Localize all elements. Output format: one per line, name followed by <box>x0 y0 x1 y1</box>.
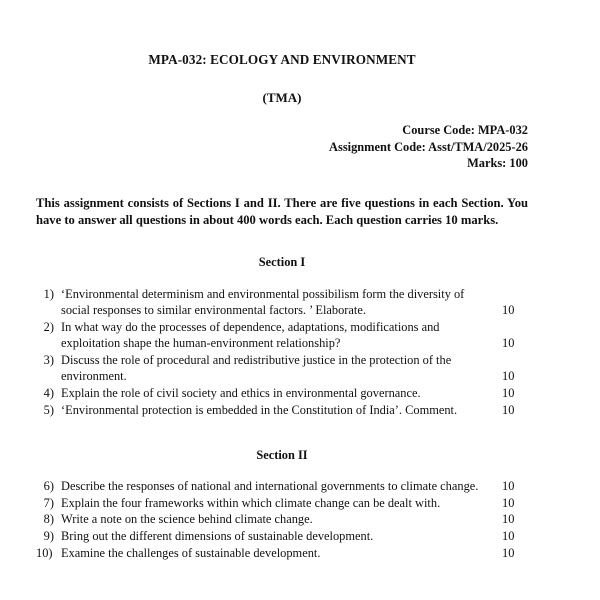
question-number: 9) <box>43 529 54 544</box>
question-number: 8) <box>43 512 54 527</box>
question-marks: 10 <box>502 386 515 401</box>
question-text: ‘Environmental determinism and environmental possibilism form the diversity of social responses to similar environmental factors. ’ Elaborate. <box>61 286 465 318</box>
question-number: 10) <box>36 545 53 560</box>
total-marks-line: Marks: 100 <box>467 156 528 170</box>
question-item <box>36 402 528 419</box>
question-item <box>36 528 528 545</box>
question-item <box>36 319 528 352</box>
question-item <box>36 385 528 402</box>
section-1-heading: Section I <box>258 254 306 269</box>
question-text: Bring out the different dimensions of sustainable development. <box>61 529 374 544</box>
question-marks: 10 <box>502 529 515 544</box>
question-item <box>36 478 528 495</box>
question-number: 3) <box>43 352 54 367</box>
question-text: Describe the responses of national and international governments to climate change. <box>61 479 479 494</box>
section-2-heading: Section II <box>256 448 308 463</box>
question-marks: 10 <box>502 336 515 351</box>
assignment-code-line: Assignment Code: Asst/TMA/2025-26 <box>329 139 528 154</box>
question-marks: 10 <box>502 545 515 560</box>
section-1-question-list <box>36 286 528 419</box>
question-number: 7) <box>43 495 54 510</box>
question-item <box>36 286 528 319</box>
question-text: Explain the role of civil society and ethics in environmental governance. <box>61 386 421 401</box>
question-number: 6) <box>43 479 54 494</box>
question-number: 4) <box>43 386 54 401</box>
question-text: In what way do the processes of dependence, adaptations, modifications and exploitation shape the human-environment relationship? <box>61 319 440 351</box>
question-item <box>36 495 528 512</box>
assignment-type-subtitle: (TMA) <box>262 90 302 105</box>
question-number: 1) <box>43 286 54 301</box>
question-text: ‘Environmental protection is embedded in the Constitution of India’. Comment. <box>61 402 458 417</box>
question-number: 5) <box>43 402 54 417</box>
question-item <box>36 545 528 562</box>
question-marks: 10 <box>502 495 515 510</box>
question-text: Examine the challenges of sustainable development. <box>61 545 321 560</box>
question-marks: 10 <box>502 369 515 384</box>
question-text: Write a note on the science behind climate change. <box>61 512 313 527</box>
question-marks: 10 <box>502 402 515 417</box>
question-item <box>36 352 528 385</box>
page-title: MPA-032: ECOLOGY AND ENVIRONMENT <box>148 52 416 67</box>
course-code-line: Course Code: MPA-032 <box>402 123 528 137</box>
section-2-question-list <box>36 478 528 561</box>
question-number: 2) <box>43 319 54 334</box>
question-marks: 10 <box>502 512 515 527</box>
question-marks: 10 <box>502 303 515 318</box>
assignment-instructions: This assignment consists of Sections I and II. There are five questions in each Section. You have to answer all questions in about 400 words each. Each question carries 10 marks. <box>36 195 528 227</box>
question-text: Explain the four frameworks within which climate change can be dealt with. <box>61 495 441 510</box>
document-body <box>36 0 528 561</box>
question-item <box>36 511 528 528</box>
question-marks: 10 <box>502 479 515 494</box>
question-text: Discuss the role of procedural and redistributive justice in the protection of the environment. <box>61 352 452 384</box>
course-meta-block <box>36 122 528 172</box>
